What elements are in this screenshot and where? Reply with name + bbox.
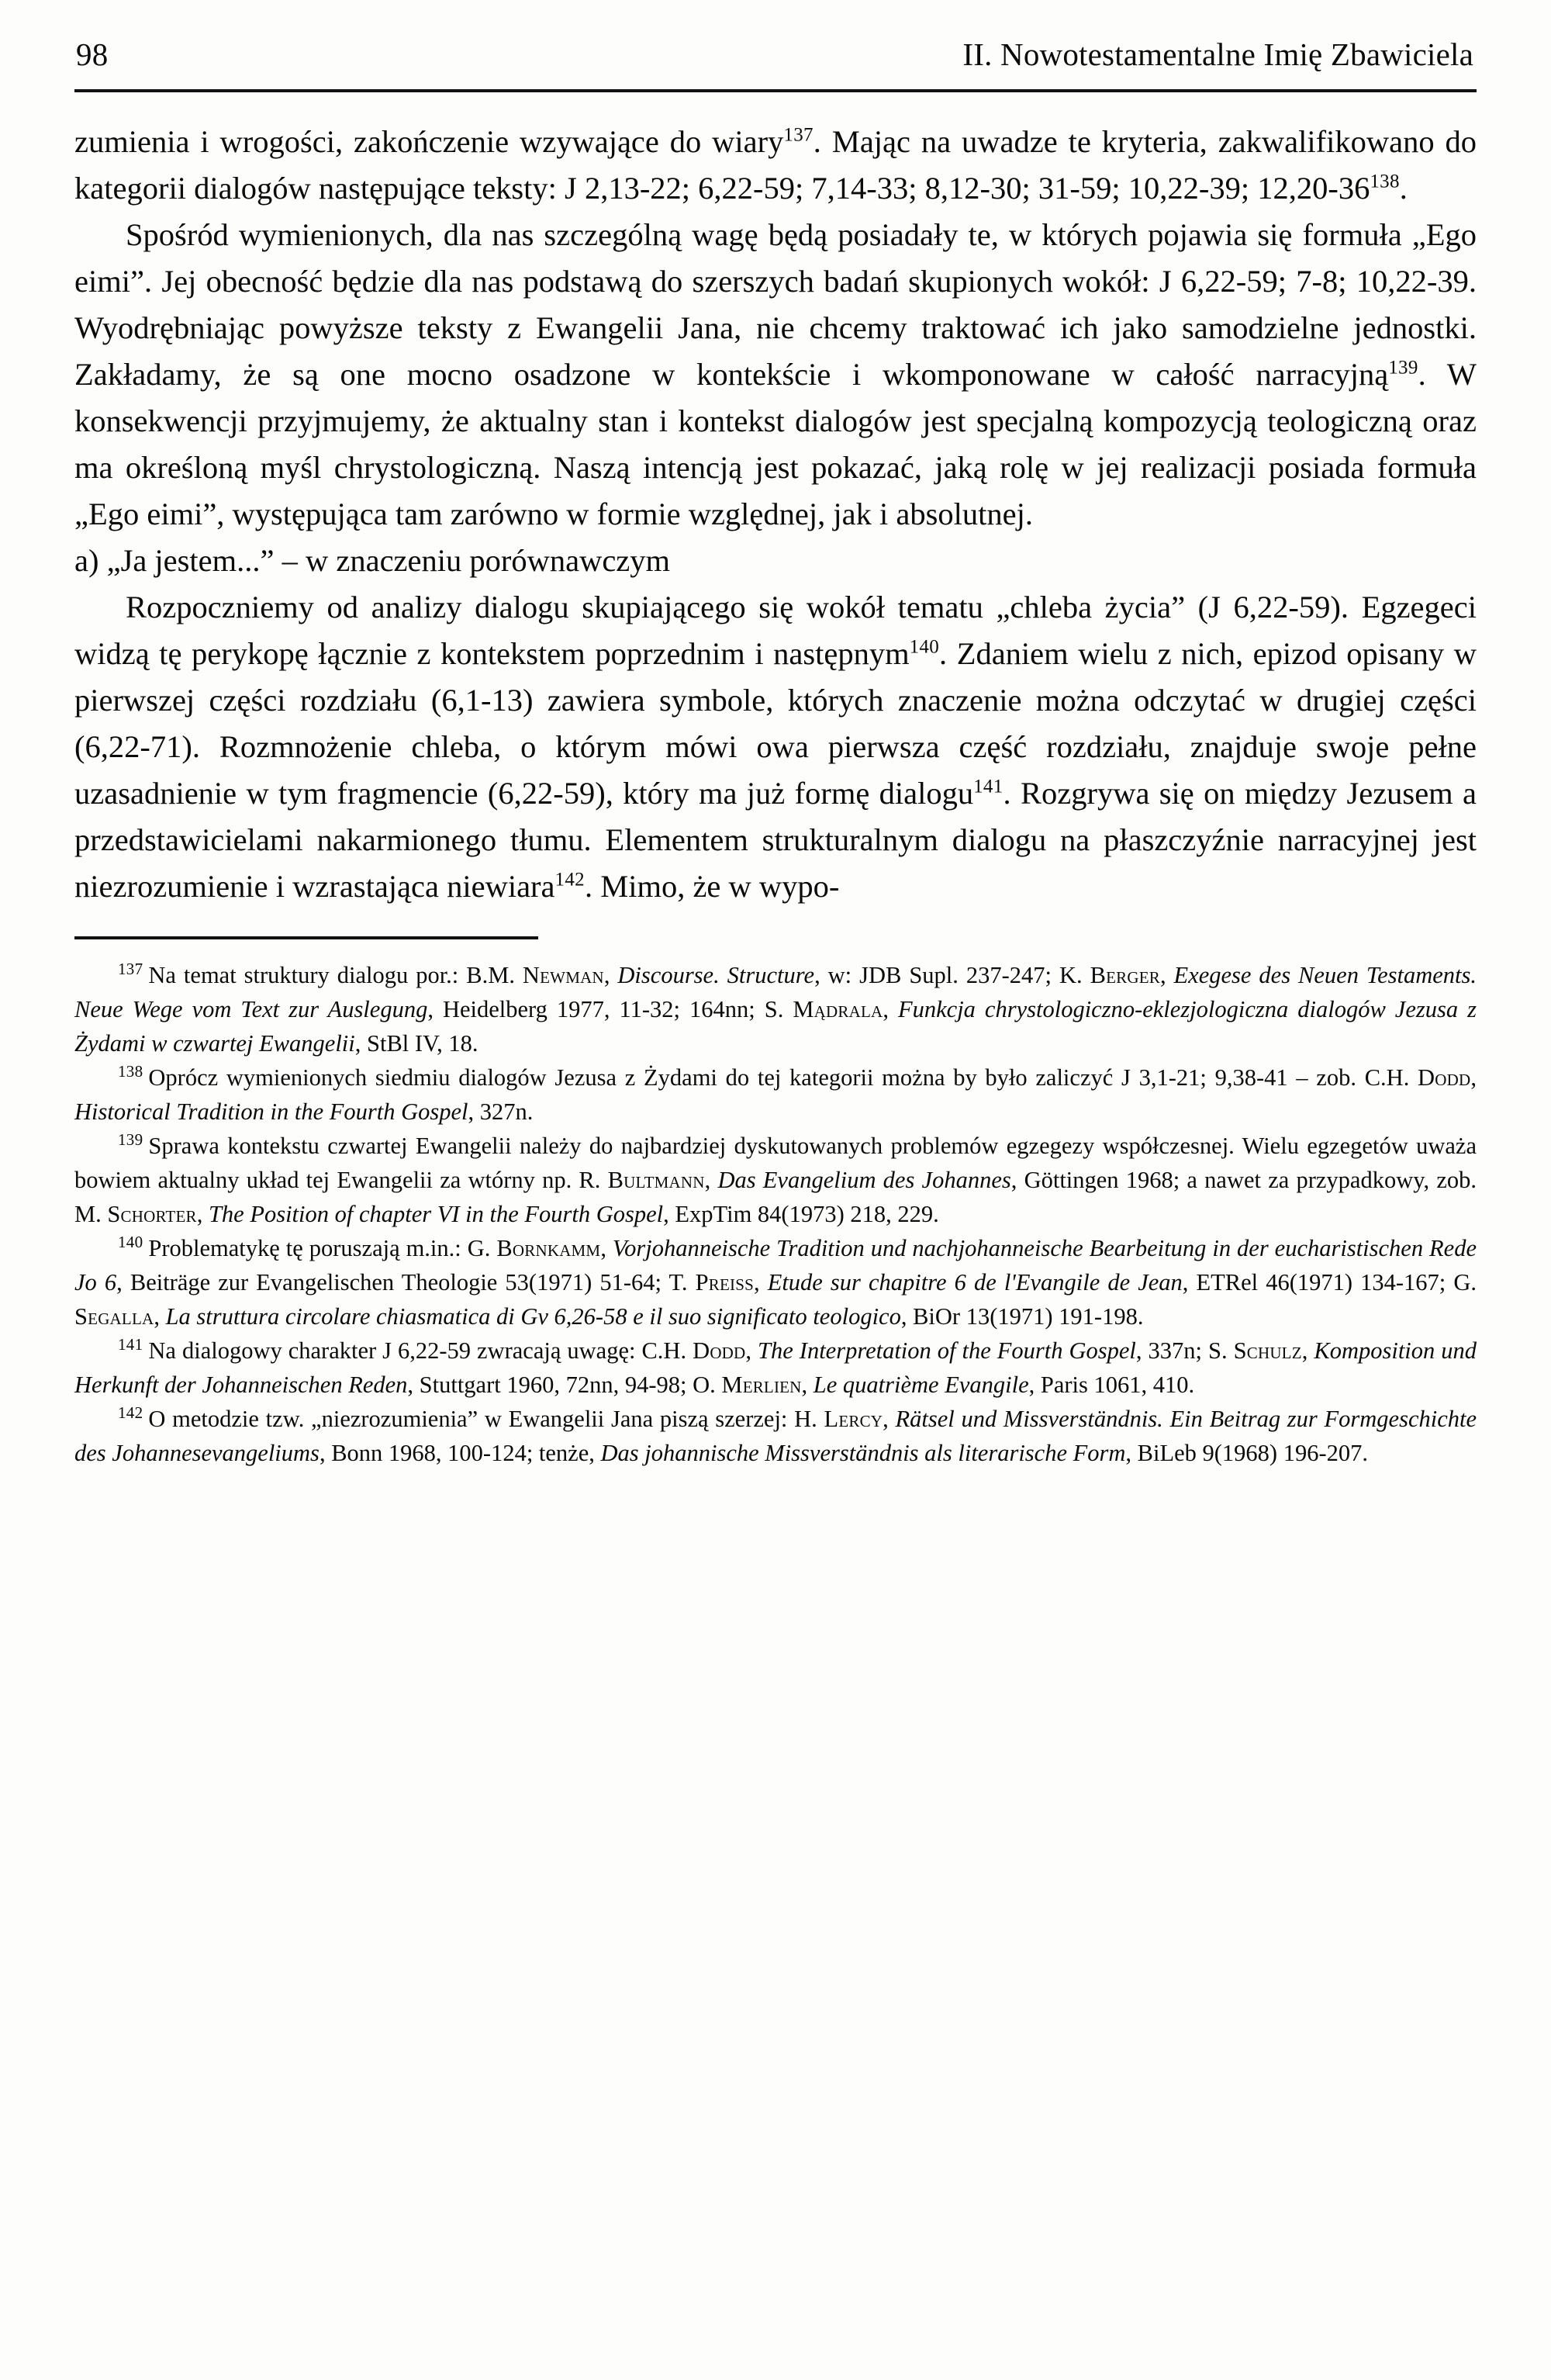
- footnote-title: The Interpretation of the Fourth Gospel: [758, 1337, 1136, 1365]
- footnote-author: Segalla: [74, 1303, 154, 1330]
- footnote-text: ,: [753, 1269, 768, 1296]
- footnote-138: [74, 1060, 1477, 1129]
- footnote-text: Problematykę tę poruszają m.in.: G.: [148, 1235, 497, 1262]
- footnote-text: Oprócz wymienionych siedmiu dialogów Jezusa z Żydami do tej kategorii można by było zaliczyć J 3,1-21; 9,38-41 – zob. C.H.: [148, 1064, 1418, 1091]
- footnote-author: Lercy: [824, 1406, 883, 1433]
- body-text: [74, 119, 1477, 910]
- footnote-author: Schorter: [107, 1201, 197, 1228]
- footnote-ref-142[interactable]: 142: [554, 869, 585, 891]
- footnote-text: O metodzie tzw. „niezrozumienia” w Ewangelii Jana piszą szerzej: H.: [148, 1406, 824, 1433]
- footnote-text: , Stuttgart 1960, 72nn, 94-98; O.: [407, 1372, 722, 1399]
- footnote-text: ,: [801, 1372, 813, 1399]
- footnote-text: ,: [1470, 1064, 1477, 1091]
- footnote-title: Historical Tradition in the Fourth Gospel: [74, 1098, 468, 1126]
- footnote-title: Das johannische Missverständnis als literarische Form: [600, 1440, 1126, 1467]
- footnote-title: Exegese des Neuen Testaments. Neue Wege vom Text zur Auslegung: [74, 962, 1477, 1023]
- footnote-ref-139[interactable]: 139: [1388, 357, 1418, 379]
- paragraph-3: [74, 584, 1477, 910]
- footnote-text: , ExpTim 84(1973) 218, 229.: [663, 1201, 939, 1228]
- footnote-text: , BiLeb 9(1968) 196-207.: [1125, 1440, 1368, 1467]
- footnote-text: , Heidelberg 1977, 11-32; 164nn; S.: [427, 996, 793, 1023]
- paragraph-2: [74, 212, 1477, 538]
- footnote-title: Le quatrième Evangile: [813, 1372, 1029, 1399]
- footnote-author: Bornkamm: [496, 1235, 601, 1262]
- footnote-text: ,: [600, 1235, 613, 1262]
- footnote-author: Newman: [522, 962, 604, 989]
- footnote-text: ,: [883, 1406, 896, 1433]
- page-content: [74, 37, 1477, 1470]
- footnote-137: [74, 958, 1477, 1060]
- footnote-separator-rule: [74, 936, 538, 939]
- footnote-142: [74, 1402, 1477, 1470]
- section-subheading: a) „Ja jestem...” – w znaczeniu porównawczym: [74, 543, 671, 579]
- footnote-text: ,: [704, 1167, 718, 1194]
- footnote-title: Etude sur chapitre 6 de l'Evangile de Jean: [767, 1269, 1183, 1296]
- footnote-text: , Beiträge zur Evangelischen Theologie 53(1971) 51-64; T.: [116, 1269, 696, 1296]
- footnote-text: ,: [1159, 962, 1174, 989]
- footnote-text: Sprawa kontekstu czwartej Ewangelii należy do najbardziej dyskutowanych problemów egzegezy współczesnej. Wielu egzegetów uważa bowiem aktualny układ tej Ewangelii za wtórny np. R.: [74, 1133, 1477, 1194]
- footnotes-section: [74, 958, 1477, 1470]
- footnote-title: Funkcja chrystologiczno-eklezjologiczna dialogów Jezusa z Żydami w czwartej Ewangelii: [74, 996, 1477, 1057]
- footnote-text: , w: JDB Supl. 237-247; K.: [814, 962, 1090, 989]
- footnote-text: ,: [883, 996, 898, 1023]
- footnote-text: ,: [745, 1337, 758, 1365]
- footnote-title: The Position of chapter VI in the Fourth Gospel: [208, 1201, 664, 1228]
- paragraph-3-text-a: Rozpoczniemy od analizy dialogu skupiającego się wokół tematu „chleba życia” (J 6,22-59). Egzegeci widzą tę perykopę łącznie z kontekstem poprzednim i następnym: [74, 590, 1477, 672]
- footnote-ref-137[interactable]: 137: [783, 124, 813, 146]
- footnote-author: Dodd: [693, 1337, 746, 1365]
- footnote-text: ,: [154, 1303, 166, 1330]
- paragraph-1-text-b: . Mając na uwadze te kryteria, zakwalifikowano do kategorii dialogów następujące teksty: J 2,13-22; 6,22-59; 7,14-33; 8,12-30; 31-59; 10,22-39; 12,20-36: [74, 124, 1477, 206]
- footnote-text: , Bonn 1968, 100-124; tenże,: [319, 1440, 601, 1467]
- footnote-ref-141[interactable]: 141: [973, 776, 1003, 797]
- footnote-ref-138[interactable]: 138: [1370, 171, 1400, 192]
- footnote-title: Vorjohanneische Tradition und nachjohanneische Bearbeitung in der eucharistischen Rede Jo 6: [74, 1235, 1477, 1296]
- footnote-text: , ETRel 46(1971) 134-167; G.: [1182, 1269, 1477, 1296]
- footnote-text: , 327n.: [468, 1098, 534, 1126]
- paragraph-3-text-b: . Zdaniem wielu z nich, epizod opisany w pierwszej części rozdziału (6,1-13) zawiera symbole, których znaczenie można odczytać w drugiej części (6,22-71). Rozmnożenie chleba, o którym mówi owa pierwsza część rozdziału, znajduje swoje pełne uzasadnienie w tym fragmencie (6,22-59), który ma już formę dialogu: [74, 636, 1477, 811]
- footnote-title: Das Evangelium des Johannes: [717, 1167, 1011, 1194]
- footnote-text: ,: [1301, 1337, 1314, 1365]
- footnote-text: , 337n; S.: [1135, 1337, 1234, 1365]
- footnote-number-141[interactable]: 141: [118, 1334, 143, 1354]
- footnote-text: , StBl IV, 18.: [354, 1030, 478, 1057]
- page-number: 98: [76, 36, 109, 72]
- footnote-title: Discourse. Structure: [617, 962, 815, 989]
- footnote-number-142[interactable]: 142: [118, 1403, 143, 1422]
- footnote-author: Preiss: [695, 1269, 754, 1296]
- footnote-title: Rätsel und Missverständnis. Ein Beitrag zur Formgeschichte des Johannesevangeliums: [74, 1406, 1477, 1467]
- footnote-text: , Paris 1061, 410.: [1028, 1372, 1195, 1399]
- footnote-139: [74, 1129, 1477, 1231]
- footnote-title: Komposition und Herkunft der Johanneischen Reden: [74, 1337, 1477, 1399]
- footnote-number-139[interactable]: 139: [118, 1129, 143, 1149]
- paragraph-2-text-b: . W konsekwencji przyjmujemy, że aktualny stan i kontekst dialogów jest specjalną kompozycją teologiczną oraz ma określoną myśl chrystologiczną. Naszą intencją jest pokazać, jaką rolę w jej realizacji posiada formuła „Ego eimi”, występująca tam zarówno w formie względnej, jak i absolutnej.: [74, 357, 1477, 532]
- footnote-author: Merlien: [721, 1372, 802, 1399]
- paragraph-3-text-c: . Rozgrywa się on między Jezusem a przedstawicielami nakarmionego tłumu. Elementem strukturalnym dialogu na płaszczyźnie narracyjnej jest niezrozumienie i wzrastająca niewiara: [74, 776, 1477, 905]
- running-title: II. Nowotestamentalne Imię Zbawiciela: [962, 36, 1473, 72]
- footnote-text: ,: [603, 962, 618, 989]
- running-head: [74, 37, 1477, 72]
- paragraph-2-text-a: Spośród wymienionych, dla nas szczególną wagę będą posiadały te, w których pojawia się formuła „Ego eimi”. Jej obecność będzie dla nas podstawą do szerszych badań skupionych wokół: J 6,22-59; 7-8; 10,22-39. Wyodrębniając powyższe teksty z Ewangelii Jana, nie chcemy traktować ich jako samodzielne jednostki. Zakładamy, że są one mocno osadzone w kontekście i wkomponowane w całość narracyjną: [74, 217, 1477, 393]
- paragraph-3-text-d: . Mimo, że w wypo-: [584, 869, 840, 905]
- footnote-140: [74, 1231, 1477, 1334]
- footnote-ref-140[interactable]: 140: [909, 636, 940, 658]
- paragraph-1: [74, 119, 1477, 212]
- footnote-number-138[interactable]: 138: [118, 1061, 143, 1081]
- footnote-number-140[interactable]: 140: [118, 1232, 143, 1251]
- footnote-author: Mądrala: [793, 996, 883, 1023]
- footnote-141: [74, 1334, 1477, 1402]
- footnote-text: , BiOr 13(1971) 191-198.: [900, 1303, 1144, 1330]
- footnote-text: Na temat struktury dialogu por.: B.M.: [148, 962, 523, 989]
- footnote-number-137[interactable]: 137: [118, 959, 143, 978]
- footnote-author: Berger: [1090, 962, 1160, 989]
- footnote-title: La struttura circolare chiasmatica di Gv 6,26-58 e il suo significato teologico: [165, 1303, 901, 1330]
- footnote-author: Dodd: [1418, 1064, 1471, 1091]
- footnote-text: , Göttingen 1968; a nawet za przypadkowy, zob. M.: [74, 1167, 1477, 1228]
- footnote-author: Schulz: [1233, 1337, 1302, 1365]
- footnote-text: Na dialogowy charakter J 6,22-59 zwracają uwagę: C.H.: [148, 1337, 693, 1365]
- paragraph-1-text-a: zumienia i wrogości, zakończenie wzywające do wiary: [74, 124, 784, 160]
- paragraph-1-text-c: .: [1399, 171, 1408, 206]
- footnote-author: Bultmann: [607, 1167, 705, 1194]
- footnote-text: ,: [196, 1201, 209, 1228]
- header-rule: [74, 89, 1477, 92]
